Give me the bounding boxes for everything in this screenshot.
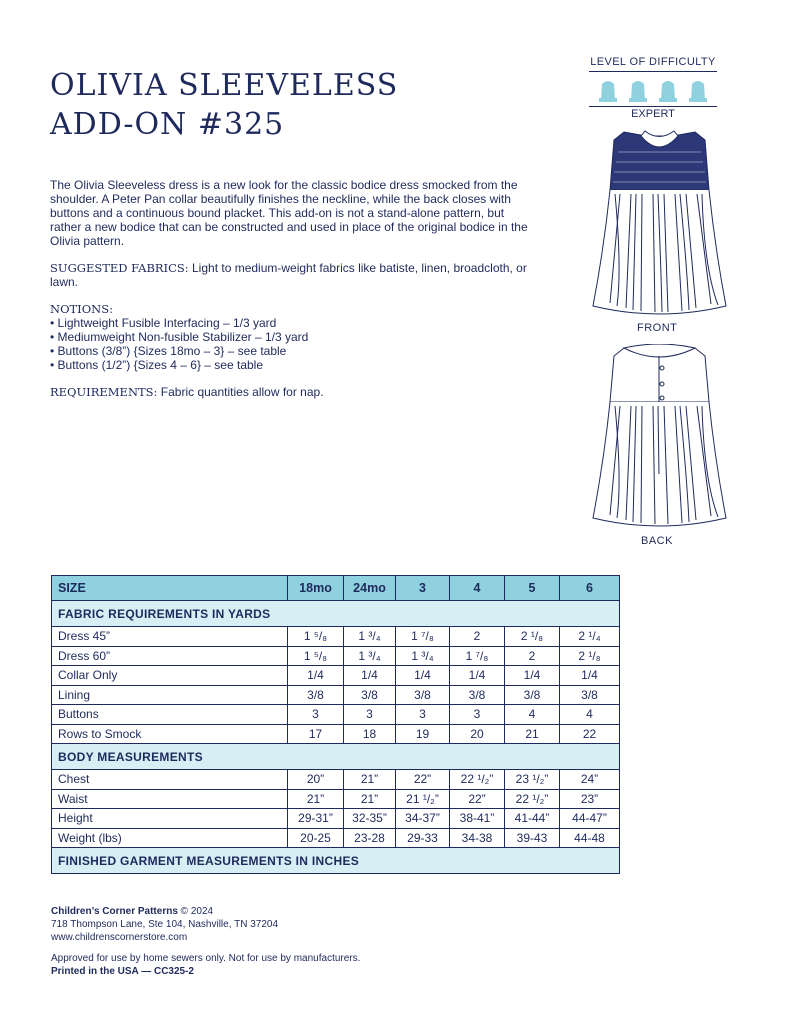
table-cell: 23” bbox=[560, 789, 620, 809]
difficulty-indicator bbox=[583, 56, 723, 120]
table-cell: 41-44” bbox=[505, 809, 560, 829]
table-cell: 1/4 bbox=[560, 666, 620, 686]
table-cell: 1 ⁷/₈ bbox=[396, 627, 450, 647]
row-label: Collar Only bbox=[52, 666, 288, 686]
requirements bbox=[50, 385, 530, 399]
table-cell: 22 ¹/₂” bbox=[450, 770, 505, 790]
table-row bbox=[52, 646, 620, 666]
table-cell: 1 ³/₄ bbox=[344, 627, 396, 647]
table-cell: 3/8 bbox=[560, 685, 620, 705]
table-cell: 23 ¹/₂” bbox=[505, 770, 560, 790]
notion-item: • Buttons (1/2”) {Sizes 4 – 6} – see table bbox=[50, 358, 530, 372]
table-cell: 2 bbox=[450, 627, 505, 647]
front-label: FRONT bbox=[637, 322, 678, 334]
table-cell: 1 ³/₄ bbox=[396, 646, 450, 666]
copyright: © 2024 bbox=[177, 906, 214, 917]
difficulty-divider bbox=[589, 71, 717, 72]
row-label: Dress 45” bbox=[52, 627, 288, 647]
table-cell: 29-33 bbox=[396, 828, 450, 848]
column-header: 4 bbox=[450, 576, 505, 601]
dress-back-sketch bbox=[592, 344, 727, 532]
column-header: 6 bbox=[560, 576, 620, 601]
table-row bbox=[52, 828, 620, 848]
difficulty-title: LEVEL OF DIFFICULTY bbox=[590, 56, 716, 68]
table-cell: 23-28 bbox=[344, 828, 396, 848]
column-header: 24mo bbox=[344, 576, 396, 601]
row-label: Waist bbox=[52, 789, 288, 809]
table-cell: 34-37” bbox=[396, 809, 450, 829]
section-fabric-title: FABRIC REQUIREMENTS IN YARDS bbox=[52, 601, 620, 627]
column-header: SIZE bbox=[52, 576, 288, 601]
table-cell: 38-41” bbox=[450, 809, 505, 829]
table-header-row bbox=[52, 576, 620, 601]
suggested-fabrics bbox=[50, 261, 530, 289]
footer bbox=[51, 905, 360, 978]
row-label: Chest bbox=[52, 770, 288, 790]
section-header-row bbox=[52, 744, 620, 770]
table-cell: 3/8 bbox=[396, 685, 450, 705]
table-cell: 1 ⁷/₈ bbox=[450, 646, 505, 666]
table-cell: 44-48 bbox=[560, 828, 620, 848]
pattern-description-block bbox=[50, 178, 530, 412]
table-row bbox=[52, 789, 620, 809]
fabrics-text: Light to medium-weight fabrics like batiste, linen, broadcloth, or lawn. bbox=[50, 261, 527, 289]
section-header-row bbox=[52, 601, 620, 627]
column-header: 18mo bbox=[288, 576, 344, 601]
notions-list bbox=[50, 316, 530, 372]
table-cell: 1/4 bbox=[450, 666, 505, 686]
notions bbox=[50, 302, 530, 372]
table-cell: 21” bbox=[288, 789, 344, 809]
table-cell: 3 bbox=[396, 705, 450, 725]
table-cell: 1 ⁵/₈ bbox=[288, 627, 344, 647]
section-finished-title: FINISHED GARMENT MEASUREMENTS IN INCHES bbox=[52, 848, 620, 874]
row-label: Dress 60” bbox=[52, 646, 288, 666]
notion-item: • Buttons (3/8”) {Sizes 18mo – 3} – see table bbox=[50, 344, 530, 358]
size-chart-table bbox=[51, 575, 620, 874]
fabrics-label: SUGGESTED FABRICS: bbox=[50, 261, 189, 275]
table-cell: 17 bbox=[288, 724, 344, 744]
table-cell: 1/4 bbox=[344, 666, 396, 686]
table-cell: 1 ⁵/₈ bbox=[288, 646, 344, 666]
table-cell: 4 bbox=[560, 705, 620, 725]
table-cell: 3 bbox=[344, 705, 396, 725]
title-line-1: OLIVIA SLEEVELESS bbox=[50, 68, 399, 103]
dress-front-sketch bbox=[592, 128, 727, 318]
column-header: 3 bbox=[396, 576, 450, 601]
table-cell: 2 ¹/₈ bbox=[560, 646, 620, 666]
table-cell: 22” bbox=[450, 789, 505, 809]
requirements-label: REQUIREMENTS: bbox=[50, 385, 158, 399]
thimble-icon bbox=[596, 78, 620, 102]
table-cell: 1 ³/₄ bbox=[344, 646, 396, 666]
back-label: BACK bbox=[641, 535, 673, 547]
table-row bbox=[52, 705, 620, 725]
difficulty-divider bbox=[589, 106, 717, 107]
pattern-title bbox=[50, 66, 398, 144]
table-cell: 21” bbox=[344, 770, 396, 790]
table-cell: 39-43 bbox=[505, 828, 560, 848]
thimble-icon bbox=[656, 78, 680, 102]
table-cell: 29-31” bbox=[288, 809, 344, 829]
company-line bbox=[51, 905, 360, 918]
table-row bbox=[52, 770, 620, 790]
table-cell: 20 bbox=[450, 724, 505, 744]
title-line-2: ADD-ON #325 bbox=[50, 107, 285, 142]
table-row bbox=[52, 685, 620, 705]
company-name: Children’s Corner Patterns bbox=[51, 906, 178, 917]
table-cell: 3/8 bbox=[450, 685, 505, 705]
table-cell: 2 ¹/₈ bbox=[505, 627, 560, 647]
row-label: Rows to Smock bbox=[52, 724, 288, 744]
row-label: Buttons bbox=[52, 705, 288, 725]
thimble-icon bbox=[686, 78, 710, 102]
table-cell: 18 bbox=[344, 724, 396, 744]
table-row bbox=[52, 666, 620, 686]
table-cell: 20-25 bbox=[288, 828, 344, 848]
table-cell: 21 ¹/₂” bbox=[396, 789, 450, 809]
table-row bbox=[52, 809, 620, 829]
table-cell: 22 ¹/₂” bbox=[505, 789, 560, 809]
table-cell: 32-35” bbox=[344, 809, 396, 829]
requirements-text: Fabric quantities allow for nap. bbox=[160, 385, 324, 399]
table-cell: 34-38 bbox=[450, 828, 505, 848]
table-cell: 24” bbox=[560, 770, 620, 790]
thimble-icon bbox=[626, 78, 650, 102]
table-cell: 4 bbox=[505, 705, 560, 725]
table-cell: 22 bbox=[560, 724, 620, 744]
section-body-title: BODY MEASUREMENTS bbox=[52, 744, 620, 770]
table-cell: 2 bbox=[505, 646, 560, 666]
table-cell: 1/4 bbox=[288, 666, 344, 686]
table-cell: 20” bbox=[288, 770, 344, 790]
row-label: Lining bbox=[52, 685, 288, 705]
description: The Olivia Sleeveless dress is a new look for the classic bodice dress smocked from the shoulder. A Peter Pan collar beautifully finishes the neckline, while the back closes with buttons and a continuous bound placket. This add-on is not a stand-alone pattern, but rather a new bodice that can be constructed and used in place of the original bodice in the Olivia pattern. bbox=[50, 178, 528, 248]
table-row bbox=[52, 724, 620, 744]
table-cell: 21” bbox=[344, 789, 396, 809]
difficulty-level: EXPERT bbox=[631, 108, 675, 120]
table-cell: 22” bbox=[396, 770, 450, 790]
table-cell: 19 bbox=[396, 724, 450, 744]
table-cell: 3/8 bbox=[288, 685, 344, 705]
table-cell: 1/4 bbox=[505, 666, 560, 686]
table-cell: 3/8 bbox=[505, 685, 560, 705]
disclaimer: Approved for use by home sewers only. Not for use by manufacturers. bbox=[51, 953, 361, 964]
table-cell: 21 bbox=[505, 724, 560, 744]
table-cell: 1/4 bbox=[396, 666, 450, 686]
table-cell: 3 bbox=[450, 705, 505, 725]
table-cell: 3/8 bbox=[344, 685, 396, 705]
table-cell: 3 bbox=[288, 705, 344, 725]
table-row bbox=[52, 627, 620, 647]
row-label: Height bbox=[52, 809, 288, 829]
table-cell: 44-47” bbox=[560, 809, 620, 829]
notion-item: • Mediumweight Non-fusible Stabilizer – 1/3 yard bbox=[50, 330, 530, 344]
notions-label: NOTIONS: bbox=[50, 302, 113, 316]
printed-code: Printed in the USA — CC325-2 bbox=[51, 966, 194, 977]
address: 718 Thompson Lane, Ste 104, Nashville, TN 37204 bbox=[51, 919, 279, 930]
notion-item: • Lightweight Fusible Interfacing – 1/3 yard bbox=[50, 316, 530, 330]
section-header-row bbox=[52, 848, 620, 874]
table-cell: 2 ¹/₄ bbox=[560, 627, 620, 647]
column-header: 5 bbox=[505, 576, 560, 601]
thimble-rating bbox=[583, 78, 723, 102]
website-link[interactable]: www.childrenscornerstore.com bbox=[51, 932, 188, 943]
row-label: Weight (lbs) bbox=[52, 828, 288, 848]
